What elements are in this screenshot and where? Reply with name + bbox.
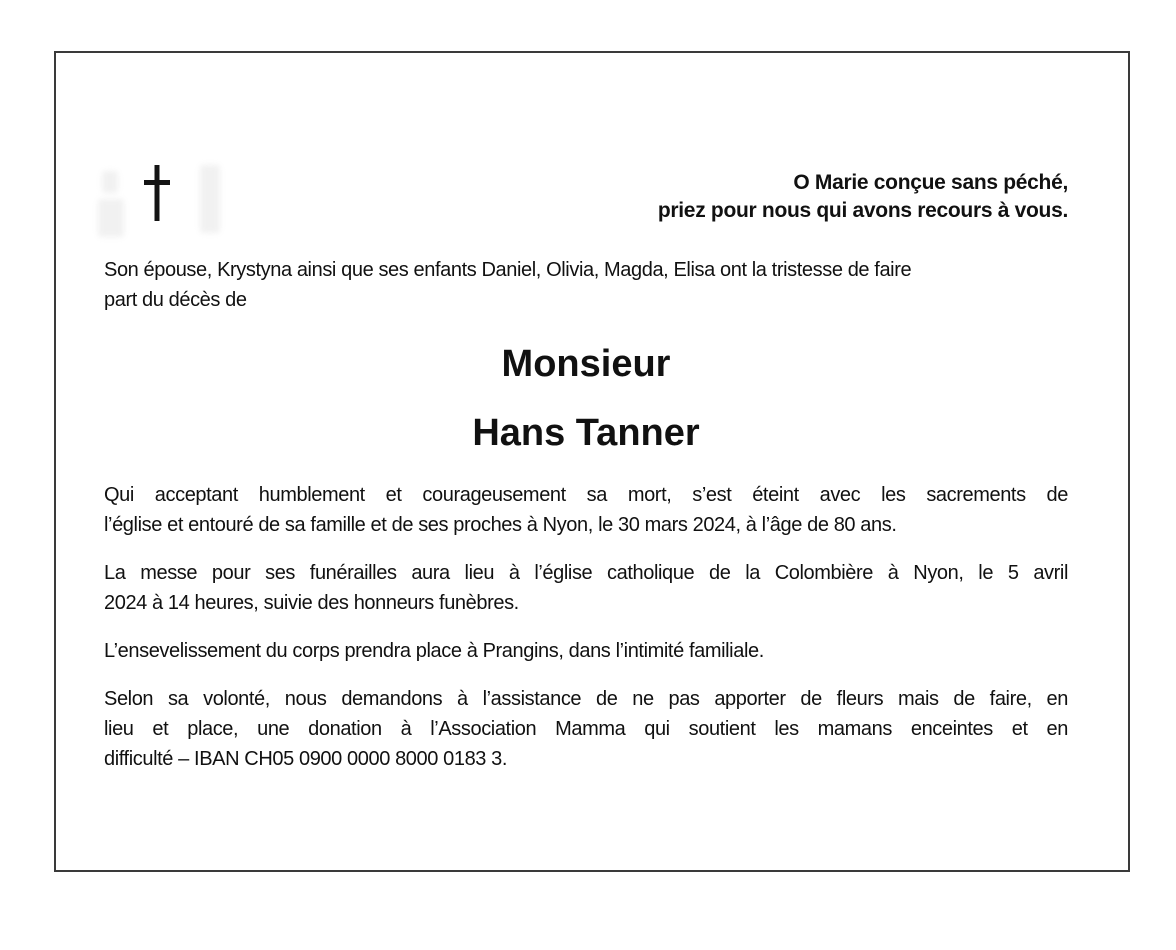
notice-header — [104, 165, 1068, 231]
intro-line-2: part du décès de — [104, 289, 247, 311]
donation-line-3: difficulté – IBAN CH05 0900 0000 8000 0183 3. — [104, 748, 508, 770]
cross-area — [104, 165, 274, 231]
death-line-2: l’église et entouré de sa famille et de ses proches à Nyon, le 30 mars 2024, à l’âge de 80 ans. — [104, 514, 897, 536]
scan-smudge — [102, 171, 118, 193]
donation-line-2: lieu et place, une donation à l’Association Mamma qui soutient les mamans enceintes et en — [104, 718, 1068, 740]
deceased-name: Hans Tanner — [472, 412, 700, 454]
scan-smudge — [200, 165, 220, 233]
burial-line-1: L’ensevelissement du corps prendra place à Prangins, dans l’intimité familiale. — [104, 640, 764, 662]
donation-line-1: Selon sa volonté, nous demandons à l’assistance de ne pas apporter de fleurs mais de faire, en — [104, 688, 1068, 710]
mass-line-2: 2024 à 14 heures, suivie des honneurs funèbres. — [104, 592, 519, 614]
paragraph-donation — [104, 684, 1068, 774]
paragraph-burial — [104, 636, 1068, 666]
intro-paragraph — [104, 255, 1068, 315]
paragraph-death — [104, 480, 1068, 540]
paragraph-mass — [104, 558, 1068, 618]
latin-cross-icon — [143, 165, 171, 221]
prayer-text — [658, 169, 1068, 225]
prayer-line-2: priez pour nous qui avons recours à vous. — [657, 199, 1068, 222]
mass-line-1: La messe pour ses funérailles aura lieu à l’église catholique de la Colombière à Nyon, le 5 avril — [104, 562, 1068, 584]
death-line-1: Qui acceptant humblement et courageusement sa mort, s’est éteint avec les sacrements de — [104, 484, 1068, 506]
death-notice-card — [54, 51, 1130, 872]
prayer-line-1: O Marie conçue sans péché, — [793, 171, 1068, 194]
intro-line-1: Son épouse, Krystyna ainsi que ses enfants Daniel, Olivia, Magda, Elisa ont la tristesse de faire — [104, 259, 912, 281]
title-monsieur: Monsieur — [501, 343, 671, 385]
scan-smudge — [98, 199, 124, 237]
